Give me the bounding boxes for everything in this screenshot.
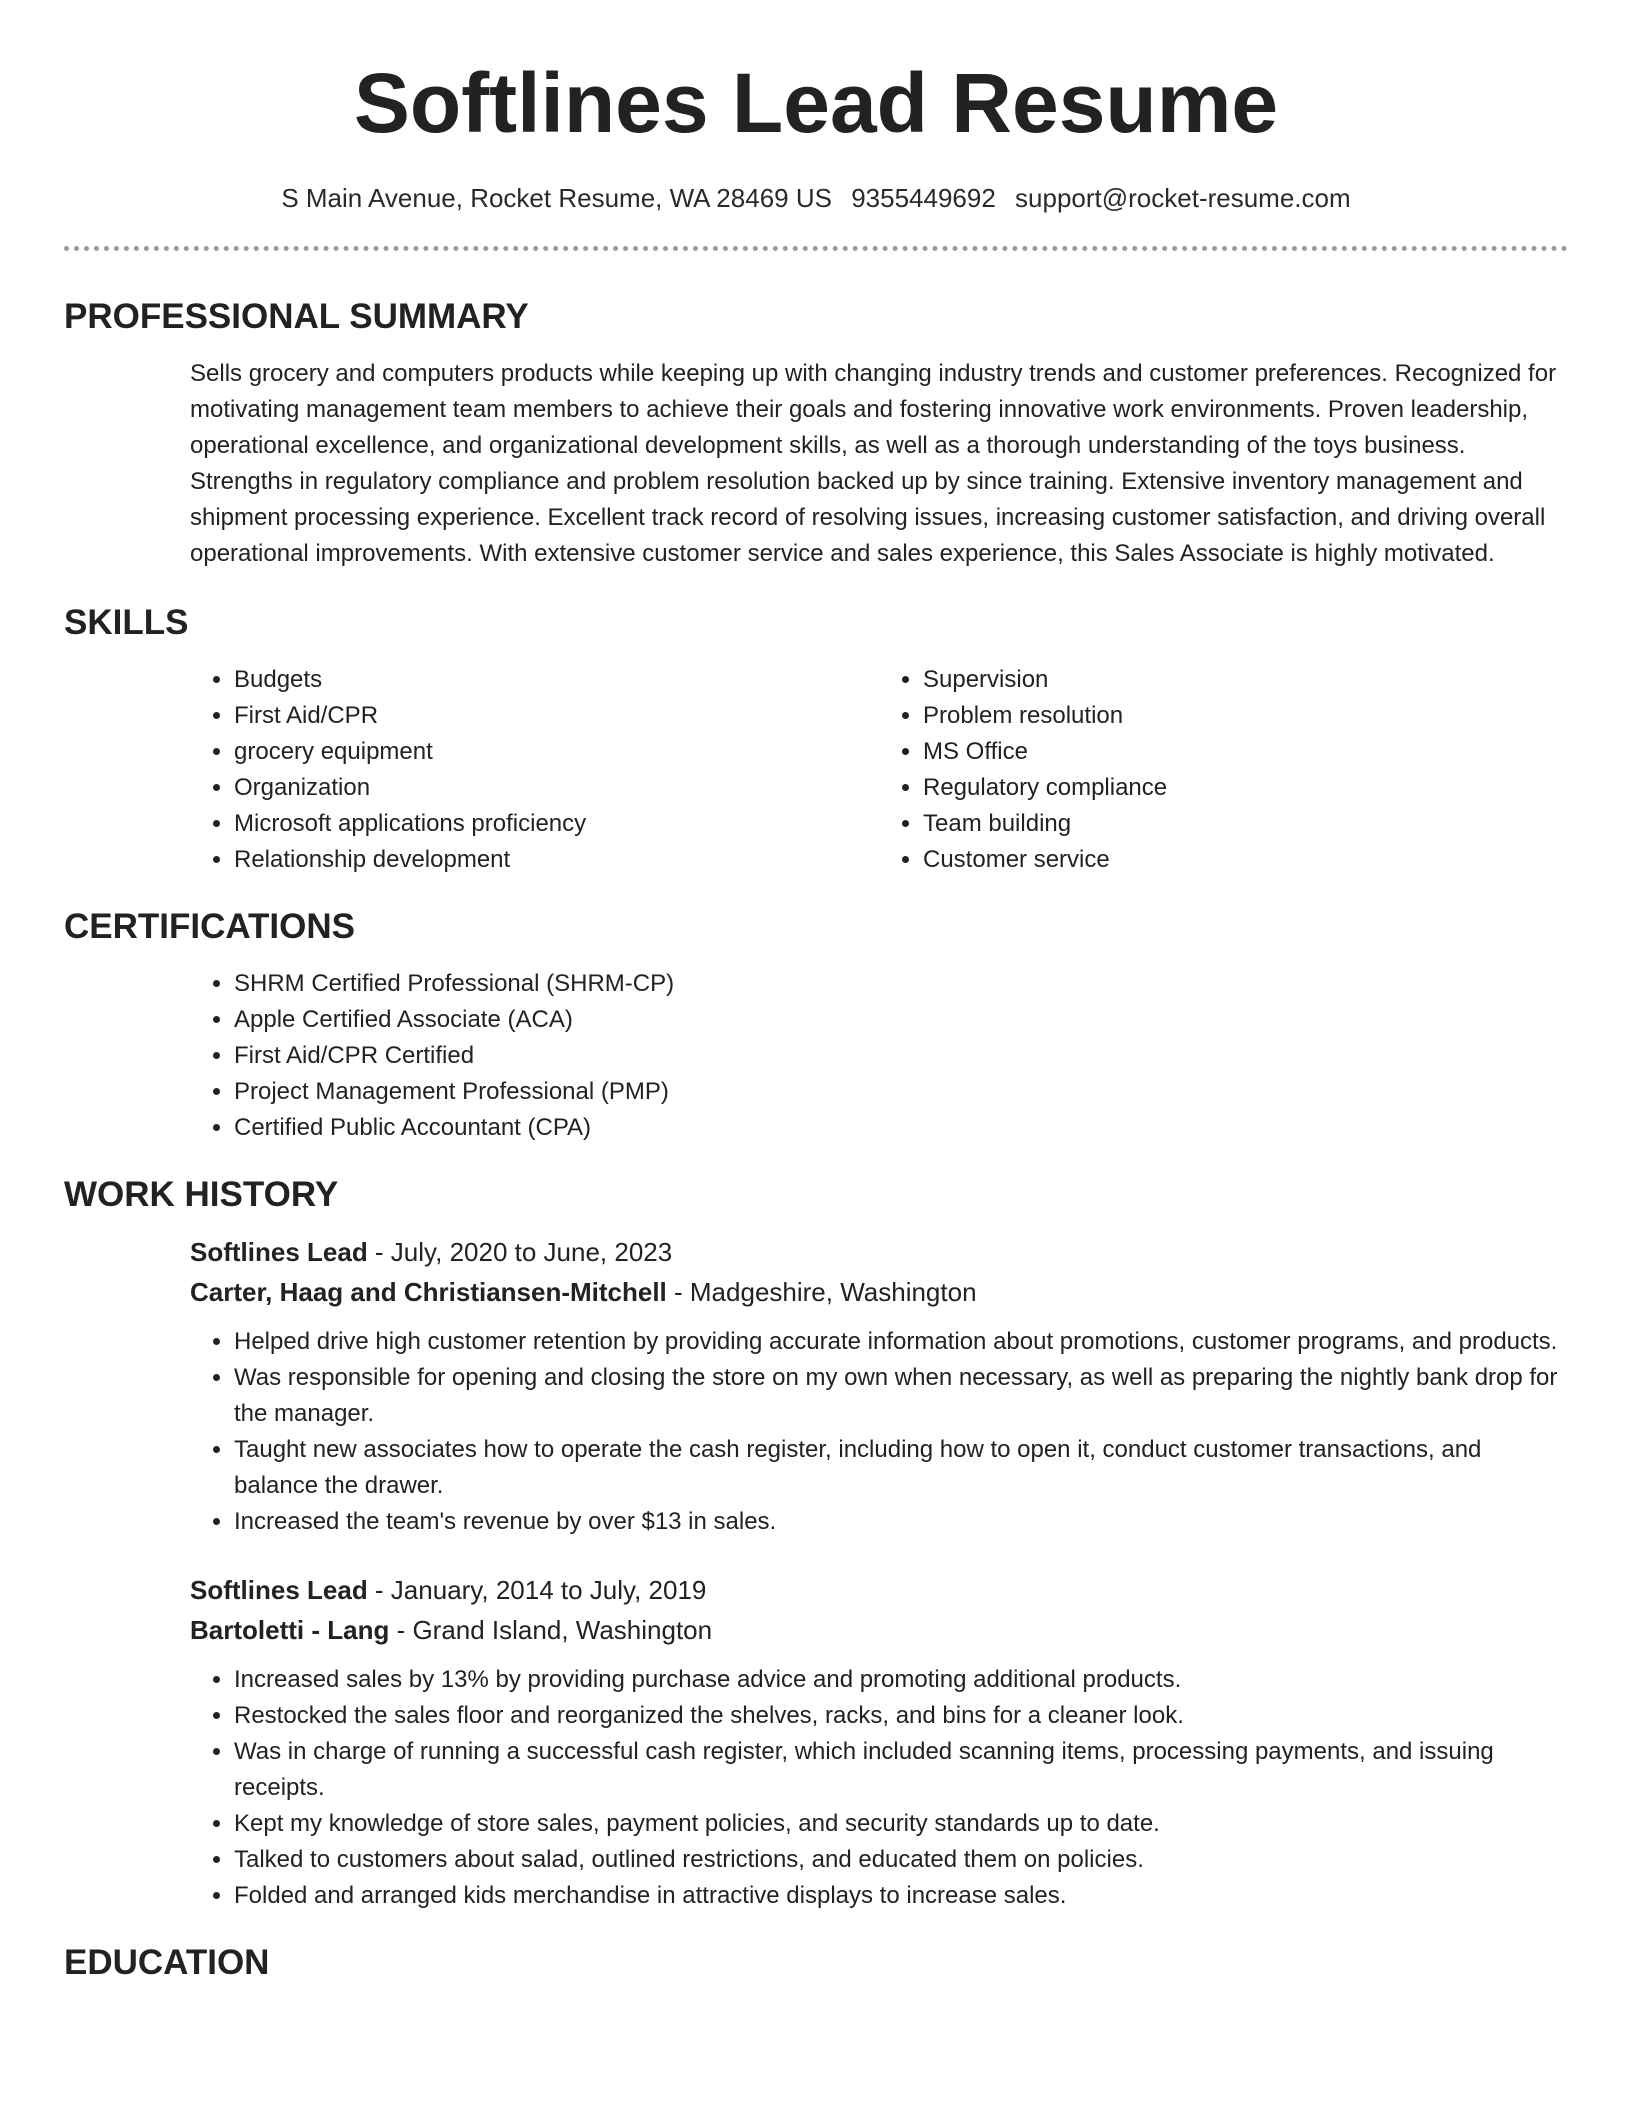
skill-item: • grocery equipment <box>234 734 879 770</box>
job-company: Bartoletti - Lang <box>190 1615 390 1645</box>
education-heading: EDUCATION <box>64 1943 270 1982</box>
address-text: S Main Avenue, Rocket Resume, WA 28469 US <box>281 183 832 213</box>
job-duty: • Increased the team's revenue by over $13 in sales. <box>234 1504 1568 1540</box>
skill-item: • Relationship development <box>234 842 879 878</box>
certification-item: • SHRM Certified Professional (SHRM-CP) <box>234 966 1568 1002</box>
phone-text: 9355449692 <box>851 183 996 213</box>
job-company: Carter, Haag and Christiansen-Mitchell <box>190 1277 667 1307</box>
skill-item: • Team building <box>923 806 1568 842</box>
job-entry <box>190 1232 1568 1540</box>
certification-item: • Apple Certified Associate (ACA) <box>234 1002 1568 1038</box>
resume-page <box>64 0 1568 1984</box>
job-title-line <box>190 1232 1568 1272</box>
job-title: Softlines Lead <box>190 1237 368 1267</box>
work-history-heading: WORK HISTORY <box>64 1175 339 1214</box>
job-title: Softlines Lead <box>190 1575 368 1605</box>
skill-item: • Organization <box>234 770 879 806</box>
skill-item: • MS Office <box>923 734 1568 770</box>
job-duty: • Helped drive high customer retention by providing accurate information about promotions, customer programs, and products. <box>234 1324 1568 1360</box>
skills-column-right <box>879 662 1568 878</box>
skill-item: • Budgets <box>234 662 879 698</box>
skill-item: • Regulatory compliance <box>923 770 1568 806</box>
skill-item: • Microsoft applications proficiency <box>234 806 879 842</box>
job-location: - Grand Island, Washington <box>389 1615 713 1645</box>
job-duty: • Was responsible for opening and closing the store on my own when necessary, as well as preparing the nightly bank drop for the manager. <box>234 1360 1568 1432</box>
header-divider <box>64 246 1568 251</box>
skills-column-left <box>190 662 879 878</box>
job-duty: • Was in charge of running a successful cash register, which included scanning items, processing payments, and issuing receipts. <box>234 1734 1568 1806</box>
skill-item: • Problem resolution <box>923 698 1568 734</box>
certification-item: • Certified Public Accountant (CPA) <box>234 1110 1568 1146</box>
job-dates: - January, 2014 to July, 2019 <box>367 1575 707 1605</box>
skill-item: • Customer service <box>923 842 1568 878</box>
certifications-list <box>190 966 1568 1146</box>
job-company-line <box>190 1610 1568 1650</box>
job-duty: • Increased sales by 13% by providing purchase advice and promoting additional products. <box>234 1662 1568 1698</box>
job-duty: • Taught new associates how to operate the cash register, including how to open it, conduct customer transactions, and balance the drawer. <box>234 1432 1568 1504</box>
job-duty: • Restocked the sales floor and reorganized the shelves, racks, and bins for a cleaner look. <box>234 1698 1568 1734</box>
skills-heading: SKILLS <box>64 603 189 642</box>
job-duty: • Talked to customers about salad, outlined restrictions, and educated them on policies. <box>234 1842 1568 1878</box>
job-title-line <box>190 1570 1568 1610</box>
job-entry <box>190 1570 1568 1914</box>
certification-item: • Project Management Professional (PMP) <box>234 1074 1568 1110</box>
skills-list <box>190 662 1568 878</box>
summary-heading: PROFESSIONAL SUMMARY <box>64 297 529 336</box>
certifications-heading: CERTIFICATIONS <box>64 907 356 946</box>
certification-item: • First Aid/CPR Certified <box>234 1038 1568 1074</box>
job-dates: - July, 2020 to June, 2023 <box>367 1237 673 1267</box>
skill-item: • First Aid/CPR <box>234 698 879 734</box>
skill-item: • Supervision <box>923 662 1568 698</box>
resume-title: Softlines Lead Resume <box>353 56 1279 150</box>
contact-line <box>64 182 1568 214</box>
job-duty: • Folded and arranged kids merchandise in attractive displays to increase sales. <box>234 1878 1568 1914</box>
summary-text: Sells grocery and computers products while keeping up with changing industry trends and customer preferences. Recognized for motivating management team members to achieve their goals and fostering innovative work environments. Proven leadership, operational excellence, and organizational development skills, as well as a thorough understanding of the toys business. Strengths in regulatory compliance and problem resolution backed up by since training. Extensive inventory management and shipment processing experience. Excellent track record of resolving issues, increasing customer satisfaction, and driving overall operational improvements. With extensive customer service and sales experience, this Sales Associate is highly motivated. <box>190 360 1557 567</box>
job-duties <box>190 1662 1568 1914</box>
job-company-line <box>190 1272 1568 1312</box>
email-link[interactable]: support@rocket-resume.com <box>1015 183 1351 213</box>
job-location: - Madgeshire, Washington <box>666 1277 977 1307</box>
job-duties <box>190 1324 1568 1540</box>
job-duty: • Kept my knowledge of store sales, payment policies, and security standards up to date. <box>234 1806 1568 1842</box>
